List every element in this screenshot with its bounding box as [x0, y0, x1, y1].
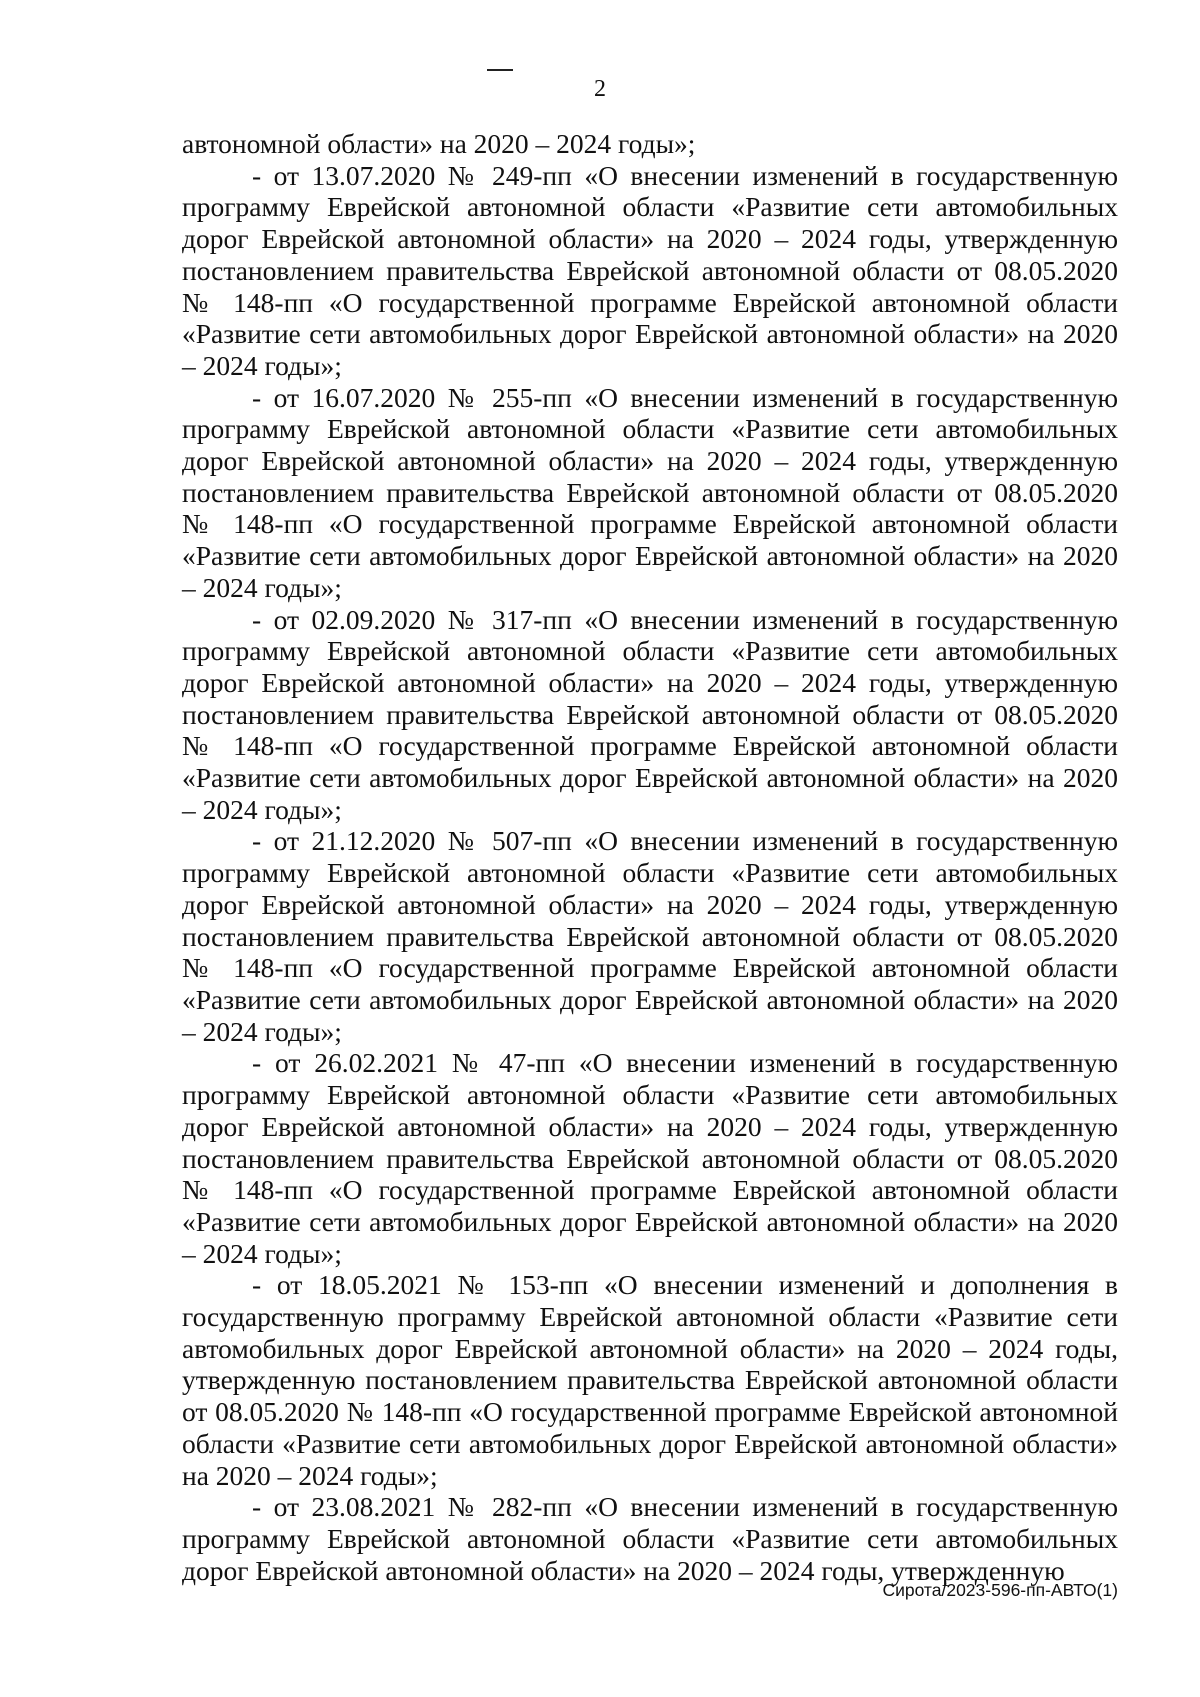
list-item: - от 21.12.2020 № 507-пп «О внесении изменений в государственную программу Еврейской автономной области «Развитие сети автомобильных дорог Еврейской автономной области» на 2020 – 2024 годы, утвержденную постановлением правительства Еврейской автономной области от 08.05.2020 № 148-пп «О государственной программе Еврейской автономной области «Развитие сети автомобильных дорог Еврейской автономной области» на 2020 – 2024 годы»; — [182, 825, 1118, 1047]
list-item: - от 13.07.2020 № 249-пп «О внесении изменений в государственную программу Еврейской автономной области «Развитие сети автомобильных дорог Еврейской автономной области» на 2020 – 2024 годы, утвержденную постановлением правительства Еврейской автономной области от 08.05.2020 № 148-пп «О государственной программе Еврейской автономной области «Развитие сети автомобильных дорог Еврейской автономной области» на 2020 – 2024 годы»; — [182, 159, 1118, 381]
list-item: - от 02.09.2020 № 317-пп «О внесении изменений в государственную программу Еврейской автономной области «Развитие сети автомобильных дорог Еврейской автономной области» на 2020 – 2024 годы, утвержденную постановлением правительства Еврейской автономной области от 08.05.2020 № 148-пп «О государственной программе Еврейской автономной области «Развитие сети автомобильных дорог Еврейской автономной области» на 2020 – 2024 годы»; — [182, 603, 1118, 825]
header-dash — [487, 69, 513, 71]
intro-continuation: автономной области» на 2020 – 2024 годы»; — [182, 128, 696, 159]
document-footer-code: Сирота/2023-596-пп-АВТО(1) — [882, 1580, 1118, 1600]
list-item: - от 26.02.2021 № 47-пп «О внесении изменений в государственную программу Еврейской автономной области «Развитие сети автомобильных дорог Еврейской автономной области» на 2020 – 2024 годы, утвержденную постановлением правительства Еврейской автономной области от 08.05.2020 № 148-пп «О государственной программе Еврейской автономной области «Развитие сети автомобильных дорог Еврейской автономной области» на 2020 – 2024 годы»; — [182, 1047, 1118, 1269]
list-item: - от 18.05.2021 № 153-пп «О внесении изменений и дополнения в государственную программу Еврейской автономной области «Развитие сети автомобильных дорог Еврейской автономной области» на 2020 – 2024 годы, утвержденную постановлением правительства Еврейской автономной области от 08.05.2020 № 148-пп «О государственной программе Еврейской автономной области «Развитие сети автомобильных дорог Еврейской автономной области» на 2020 – 2024 годы»; — [182, 1269, 1118, 1491]
list-item: - от 23.08.2021 № 282-пп «О внесении изменений в государственную программу Еврейской автономной области «Развитие сети автомобильных дорог Еврейской автономной области» на 2020 – 2024 годы, утвержденную — [182, 1491, 1118, 1586]
document-body — [182, 128, 1118, 1586]
page-number: 2 — [594, 76, 606, 102]
list-item: - от 16.07.2020 № 255-пп «О внесении изменений в государственную программу Еврейской автономной области «Развитие сети автомобильных дорог Еврейской автономной области» на 2020 – 2024 годы, утвержденную постановлением правительства Еврейской автономной области от 08.05.2020 № 148-пп «О государственной программе Еврейской автономной области «Развитие сети автомобильных дорог Еврейской автономной области» на 2020 – 2024 годы»; — [182, 381, 1118, 603]
